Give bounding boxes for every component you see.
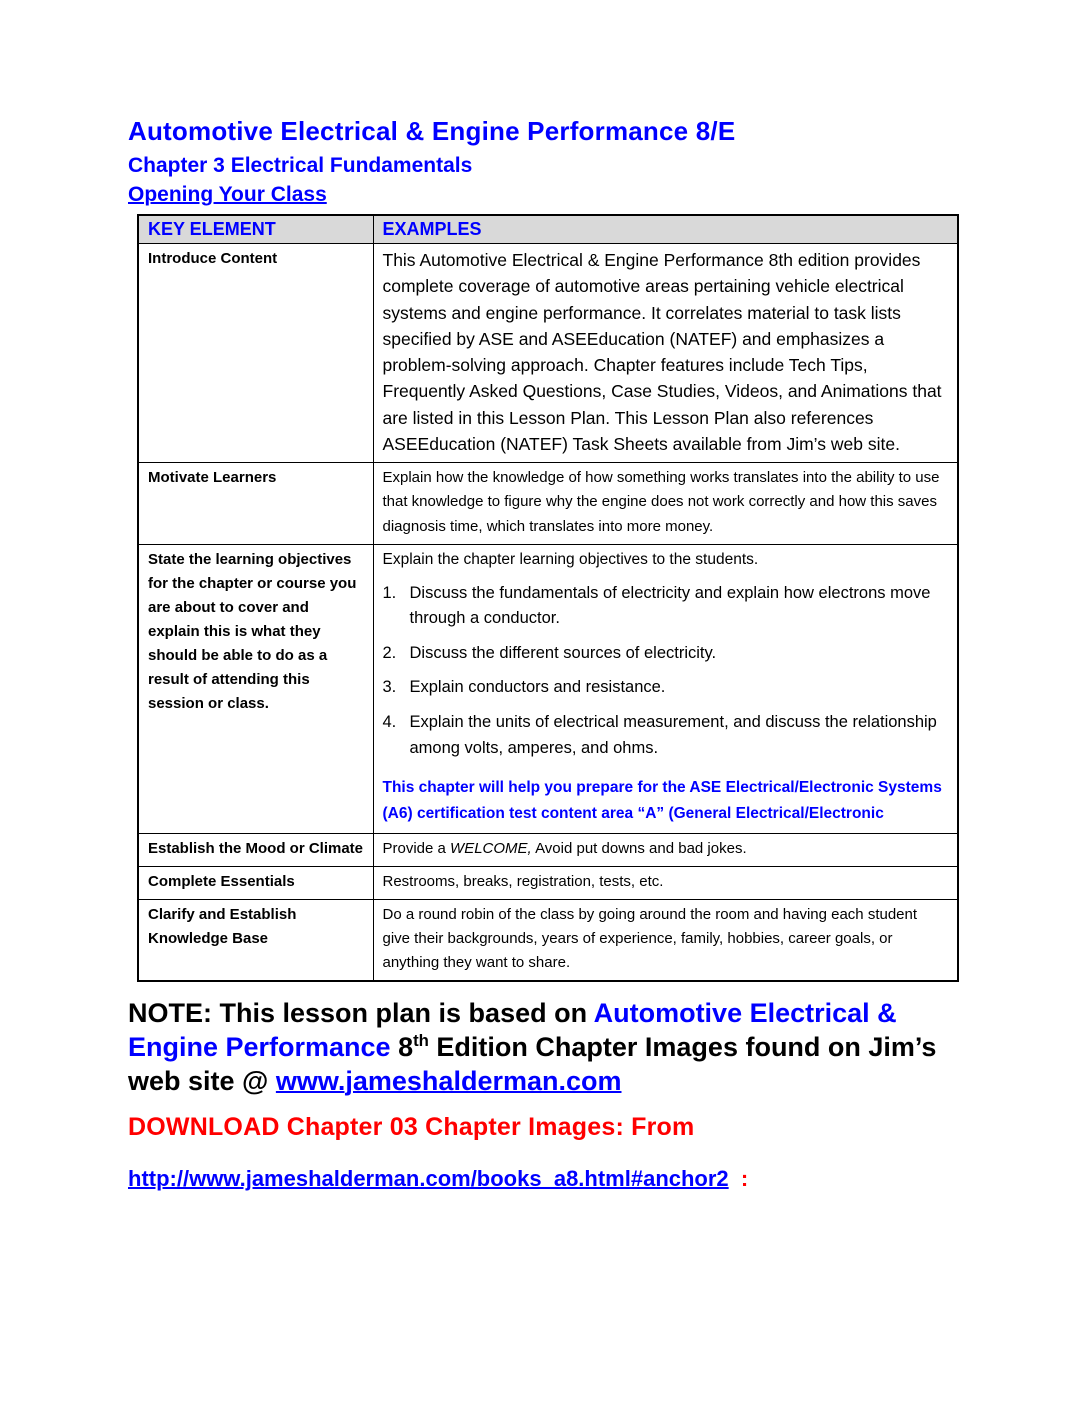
column-header-key-element: KEY ELEMENT [138, 215, 373, 244]
note-rest: Edition Chapter Images found on Jim’s web site @ [128, 1032, 937, 1097]
objective-item-1 [383, 581, 949, 632]
page-title: Automotive Electrical & Engine Performance 8/E [128, 116, 736, 146]
chapter-subtitle: Chapter 3 Electrical Fundamentals [128, 154, 473, 177]
section-heading: Opening Your Class [128, 183, 327, 206]
key-motivate-learners: Motivate Learners [138, 463, 373, 545]
note-prefix: NOTE: This lesson plan is based on [128, 998, 594, 1029]
note-superscript: th [413, 1031, 429, 1051]
lesson-plan-table [137, 214, 959, 982]
key-clarify-knowledge: Clarify and Establish Knowledge Base [138, 900, 373, 982]
table-row-complete-essentials [138, 867, 958, 900]
column-header-examples: EXAMPLES [373, 215, 958, 244]
objective-item-3 [383, 675, 949, 701]
example-establish-mood [373, 834, 958, 867]
download-instruction: DOWNLOAD Chapter 03 Chapter Images: From [128, 1113, 695, 1142]
table-row-motivate-learners [138, 463, 958, 545]
table-row-establish-mood [138, 834, 958, 867]
example-motivate-learners: Explain how the knowledge of how something works translates into the ability to use that knowledge to figure why the engine does not work correctly and how this saves diagnosis time, which translates into more money. [373, 463, 958, 545]
objectives-intro: Explain the chapter learning objectives to the students. [382, 550, 759, 568]
link-colon: : [740, 1166, 749, 1192]
objective-text: Discuss the different sources of electricity. [409, 643, 717, 662]
table-row-introduce-content [138, 244, 958, 463]
mood-text-prefix: Provide a [382, 840, 451, 858]
objective-number: 2. [382, 643, 397, 662]
mood-text-suffix: Avoid put downs and bad jokes. [531, 840, 747, 858]
table-row-learning-objectives [138, 544, 958, 833]
key-establish-mood: Establish the Mood or Climate [138, 834, 373, 867]
key-introduce-content: Introduce Content [138, 244, 373, 463]
download-link-line [128, 1166, 964, 1192]
example-learning-objectives [373, 544, 958, 833]
table-header-row [138, 215, 958, 244]
key-complete-essentials: Complete Essentials [138, 867, 373, 900]
chapter-images-url-link[interactable]: http://www.jameshalderman.com/books_a8.html#anchor2 [128, 1166, 729, 1192]
objective-number: 1. [382, 583, 397, 602]
objective-text: Explain the units of electrical measurement, and discuss the relationship among volts, amperes, and ohms. [409, 712, 937, 757]
objective-number: 4. [382, 712, 397, 731]
table-row-clarify-knowledge [138, 900, 958, 982]
example-complete-essentials: Restrooms, breaks, registration, tests, etc. [373, 867, 958, 900]
mood-text-welcome: WELCOME, [450, 840, 532, 858]
document-content [128, 116, 964, 1192]
ase-certification-note: This chapter will help you prepare for the ASE Electrical/Electronic Systems (A6) certification test content area “A” (General Electrical/Electronic [382, 779, 942, 822]
note-mid: 8 [390, 1032, 414, 1063]
objective-item-4 [383, 710, 949, 761]
jameshalderman-link[interactable]: www.jameshalderman.com [275, 1066, 622, 1097]
objective-number: 3. [382, 678, 397, 697]
note-book-title: Automotive Electrical & Engine Performance [128, 998, 897, 1063]
objective-text: Explain conductors and resistance. [409, 678, 666, 697]
note-paragraph [128, 996, 964, 1098]
example-clarify-knowledge: Do a round robin of the class by going around the room and having each student give their backgrounds, years of experience, family, hobbies, career goals, or anything they want to share. [373, 900, 958, 982]
link-spacer [729, 1166, 741, 1191]
key-learning-objectives: State the learning objectives for the chapter or course you are about to cover and explain this is what they should be able to do as a result of attending this session or class. [138, 544, 373, 833]
section-heading-wrap [128, 183, 964, 214]
objective-item-2 [383, 641, 949, 667]
example-introduce-content: This Automotive Electrical & Engine Performance 8th edition provides complete coverage of automotive areas pertaining vehicle electrical systems and engine performance. It correlates material to task lists specified by ASE and ASEEducation (NATEF) and emphasizes a problem-solving approach. Chapter features include Tech Tips, Frequently Asked Questions, Case Studies, Videos, and Animations that are listed in this Lesson Plan. This Lesson Plan also references ASEEducation (NATEF) Task Sheets available from Jim’s web site. [373, 244, 958, 463]
objective-text: Discuss the fundamentals of electricity and explain how electrons move through a conductor. [409, 583, 931, 628]
